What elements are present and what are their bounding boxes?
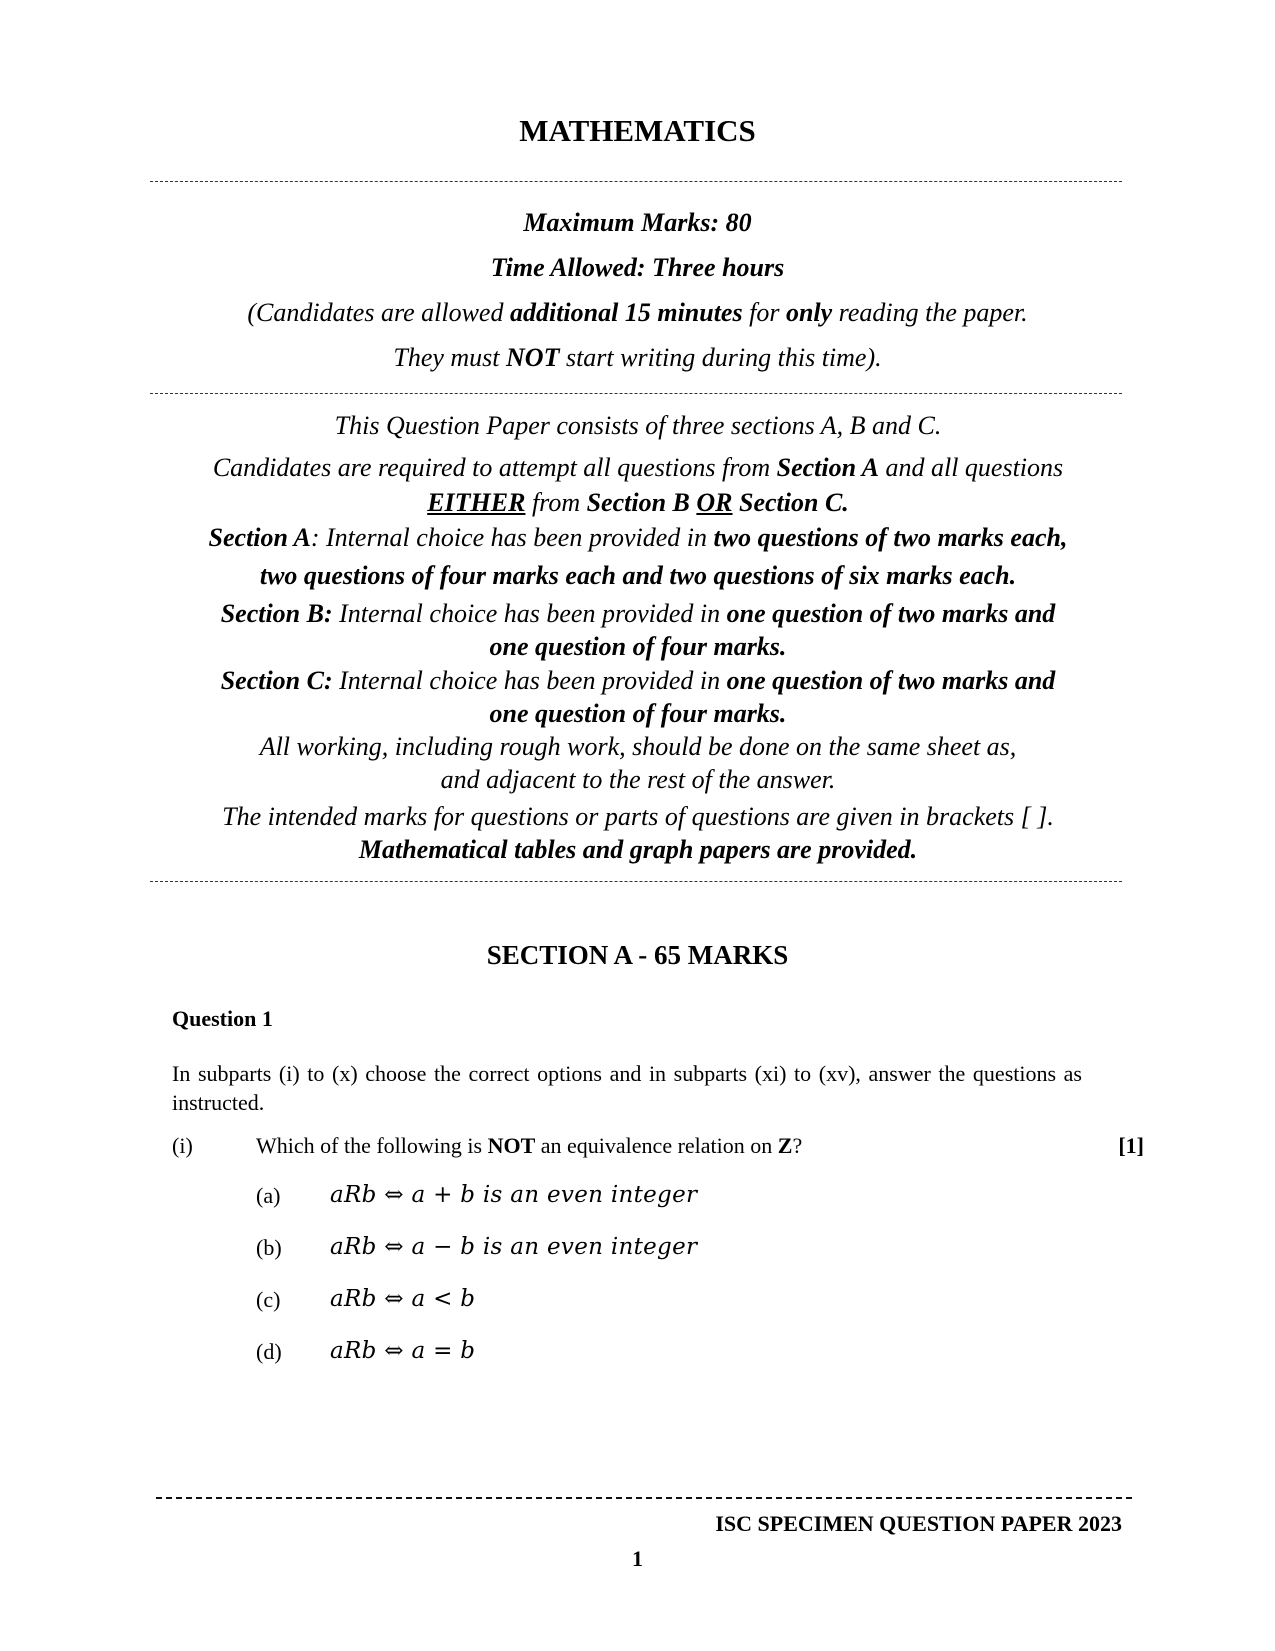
question-label: Question 1 [172, 1006, 273, 1031]
option-c-math: aRb ⇔ a < b [330, 1286, 476, 1312]
instruction-section-a-cont: two questions of four marks each and two questions of six marks each. [259, 561, 1017, 590]
instruction-section-c-cont: one question of four marks. [489, 699, 787, 728]
instruction-working: All working, including rough work, should be done on the same sheet as, [259, 732, 1017, 761]
time-allowed: Time Allowed: Three hours [490, 253, 785, 282]
divider-top [150, 181, 1122, 182]
instruction-section-a: Section A: Internal choice has been provided in two questions of two marks each, [208, 523, 1068, 552]
option-label: (d) [256, 1339, 282, 1364]
option-label: (c) [256, 1287, 281, 1312]
divider-instructions [150, 393, 1122, 394]
footer-divider [156, 1497, 1132, 1499]
subpart-number: (i) [172, 1133, 193, 1158]
option-d-math: aRb ⇔ a = b [330, 1338, 476, 1364]
instruction-attempt: Candidates are required to attempt all questions from Section A and all questions [212, 453, 1064, 482]
instruction-section-c: Section C: Internal choice has been provided in one question of two marks and [220, 666, 1056, 695]
option-d [256, 1339, 282, 1365]
paper-title: MATHEMATICS [519, 113, 756, 148]
option-b [256, 1235, 282, 1261]
instruction-marks: The intended marks for questions or parts of questions are given in brackets [ ]. [222, 802, 1054, 831]
page-number: 1 [632, 1546, 643, 1571]
option-b-math: aRb ⇔ a − b is an even integer [330, 1234, 698, 1260]
subpart-question: Which of the following is NOT an equivalence relation on Z? [256, 1133, 803, 1158]
divider-bottom [150, 881, 1122, 882]
instruction-working-cont: and adjacent to the rest of the answer. [440, 765, 836, 794]
instruction-section-b: Section B: Internal choice has been provided in one question of two marks and [220, 599, 1056, 628]
reading-time-note: (Candidates are allowed additional 15 minutes for only reading the paper. [247, 298, 1028, 327]
option-a [256, 1183, 280, 1209]
section-a-title: SECTION A - 65 MARKS [486, 940, 789, 970]
option-a-math: aRb ⇔ a + b is an even integer [330, 1182, 698, 1208]
instruction-tables: Mathematical tables and graph papers are provided. [358, 835, 918, 864]
writing-time-note: They must NOT start writing during this time). [393, 343, 882, 372]
instruction-either-or: EITHER from Section B OR Section C. [427, 488, 849, 517]
instruction-sections: This Question Paper consists of three sections A, B and C. [334, 411, 942, 440]
max-marks: Maximum Marks: 80 [523, 208, 752, 237]
question-intro: In subparts (i) to (x) choose the correct options and in subparts (xi) to (xv), answer the questions as instructed. [172, 1061, 1082, 1115]
subpart-marks: [1] [1118, 1133, 1144, 1158]
option-c [256, 1287, 280, 1313]
option-label: (a) [256, 1183, 281, 1208]
option-label: (b) [256, 1235, 282, 1260]
footer-label: ISC SPECIMEN QUESTION PAPER 2023 [715, 1511, 1122, 1536]
instruction-section-b-cont: one question of four marks. [489, 632, 787, 661]
